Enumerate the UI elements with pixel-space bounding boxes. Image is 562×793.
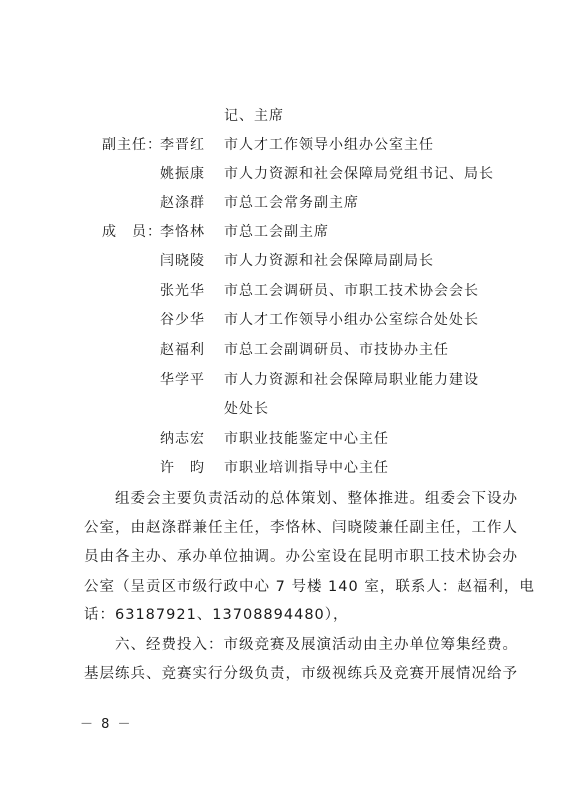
member-title: 市人才工作领导小组办公室主任 — [224, 137, 434, 153]
member-name: 赵涤群 — [160, 195, 205, 211]
member-title: 市总工会调研员、市职工技术协会会长 — [224, 283, 479, 299]
paragraph-line: 组委会主要负责活动的总体策划、整体推进。组委会下设办 — [84, 491, 518, 507]
member-name: 张光华 — [160, 283, 205, 299]
paragraph-line: 话：63187921、13708894480）， — [84, 607, 349, 623]
member-name: 谷少华 — [160, 312, 205, 328]
member-title: 市职业技能鉴定中心主任 — [224, 431, 389, 447]
member-role: 副主任： — [102, 137, 162, 153]
member-name: 许 昀 — [160, 460, 205, 476]
member-name: 闫晓陵 — [160, 253, 205, 269]
section-heading-line: 六、经费投入：市级竞赛及展演活动由主办单位筹集经费。 — [84, 637, 518, 653]
member-title: 市总工会副主席 — [224, 224, 329, 240]
member-name: 纳志宏 — [160, 431, 205, 447]
paragraph-line: 基层练兵、竞赛实行分级负责，市级视练兵及竞赛开展情况给予 — [84, 666, 518, 682]
member-name: 李晋红 — [160, 137, 205, 153]
member-title: 市总工会常务副主席 — [224, 195, 359, 211]
paragraph-line: 公室，由赵涤群兼任主任，李恪林、闫晓陵兼任副主任，工作人 — [84, 520, 518, 536]
paragraph-line: 公室（呈贡区市级行政中心 7 号楼 140 室，联系人：赵福利，电 — [84, 579, 535, 595]
member-role: 成 员： — [102, 224, 162, 240]
member-title: 市人力资源和社会保障局职业能力建设 — [224, 372, 479, 388]
member-title: 记、主席 — [224, 108, 284, 124]
page-number: － 8 － — [80, 717, 133, 732]
member-title: 市人才工作领导小组办公室综合处处长 — [224, 312, 479, 328]
member-title: 处处长 — [224, 401, 269, 417]
member-name: 姚振康 — [160, 166, 205, 182]
member-title: 市人力资源和社会保障局副局长 — [224, 253, 434, 269]
member-name: 华学平 — [160, 372, 205, 388]
paragraph-line: 员由各主办、承办单位抽调。办公室设在昆明市职工技术协会办 — [84, 549, 518, 565]
member-title: 市总工会副调研员、市技协办主任 — [224, 342, 449, 358]
member-name: 李恪林 — [160, 224, 205, 240]
member-title: 市职业培训指导中心主任 — [224, 460, 389, 476]
member-title: 市人力资源和社会保障局党组书记、局长 — [224, 166, 494, 182]
member-name: 赵福利 — [160, 342, 205, 358]
